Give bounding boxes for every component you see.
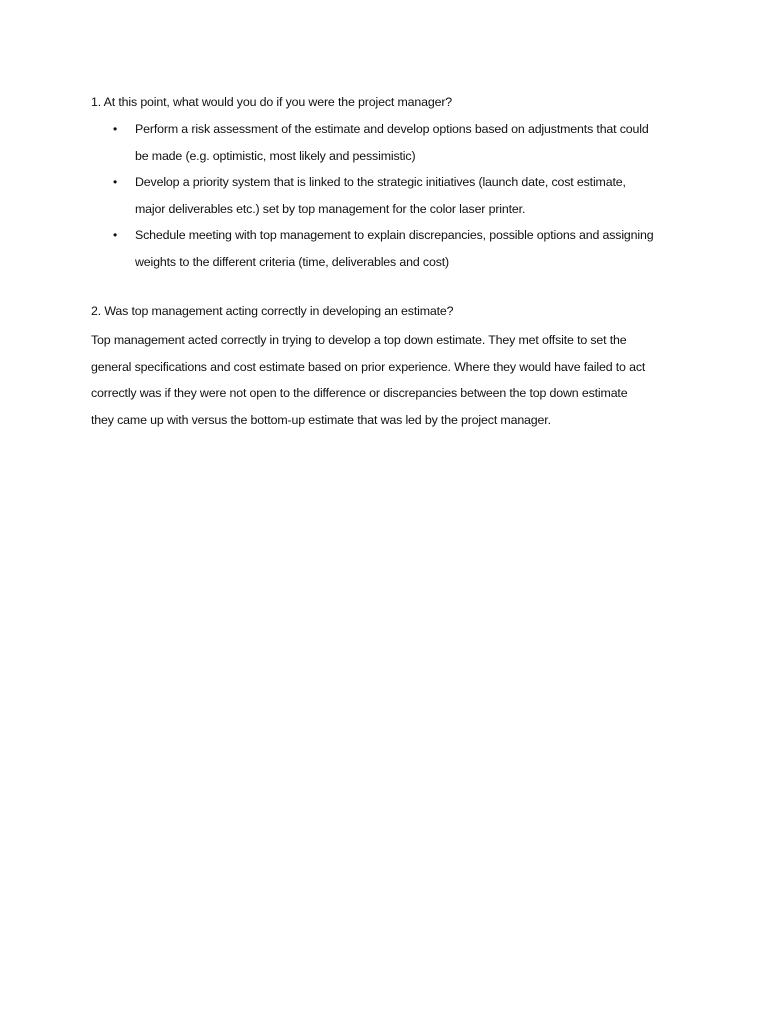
question-2-heading: 2. Was top management acting correctly in developing an estimate? <box>91 304 454 318</box>
bullet-text-line: be made (e.g. optimistic, most likely and pessimistic) <box>135 148 416 163</box>
paragraph-line: Top management acted correctly in trying to develop a top down estimate. They met offsite to set the <box>91 333 627 347</box>
question-1-heading: 1. At this point, what would you do if you were the project manager? <box>91 95 453 109</box>
list-item <box>91 169 691 222</box>
paragraph-line: correctly was if they were not open to the difference or discrepancies between the top down estimate <box>91 386 628 400</box>
bullet-text-line: Develop a priority system that is linked to the strategic initiatives (launch date, cost estimate, <box>135 175 626 189</box>
paragraph-line: they came up with versus the bottom-up estimate that was led by the project manager. <box>91 412 551 427</box>
question-1-answer-list <box>91 116 691 275</box>
bullet-icon: • <box>113 122 118 136</box>
bullet-icon: • <box>113 228 118 242</box>
paragraph-line: general specifications and cost estimate based on prior experience. Where they would have failed to act <box>91 359 646 374</box>
bullet-text-line: weights to the different criteria (time, deliverables and cost) <box>135 254 450 269</box>
list-item <box>91 116 691 169</box>
bullet-text-line: Perform a risk assessment of the estimate and develop options based on adjustments that could <box>135 122 649 136</box>
list-item <box>91 222 691 275</box>
question-2-answer-paragraph <box>91 327 691 433</box>
bullet-icon: • <box>113 175 118 189</box>
bullet-text-line: major deliverables etc.) set by top management for the color laser printer. <box>135 201 526 216</box>
bullet-text-line: Schedule meeting with top management to explain discrepancies, possible options and assigning <box>135 228 654 242</box>
document-content <box>91 92 691 433</box>
